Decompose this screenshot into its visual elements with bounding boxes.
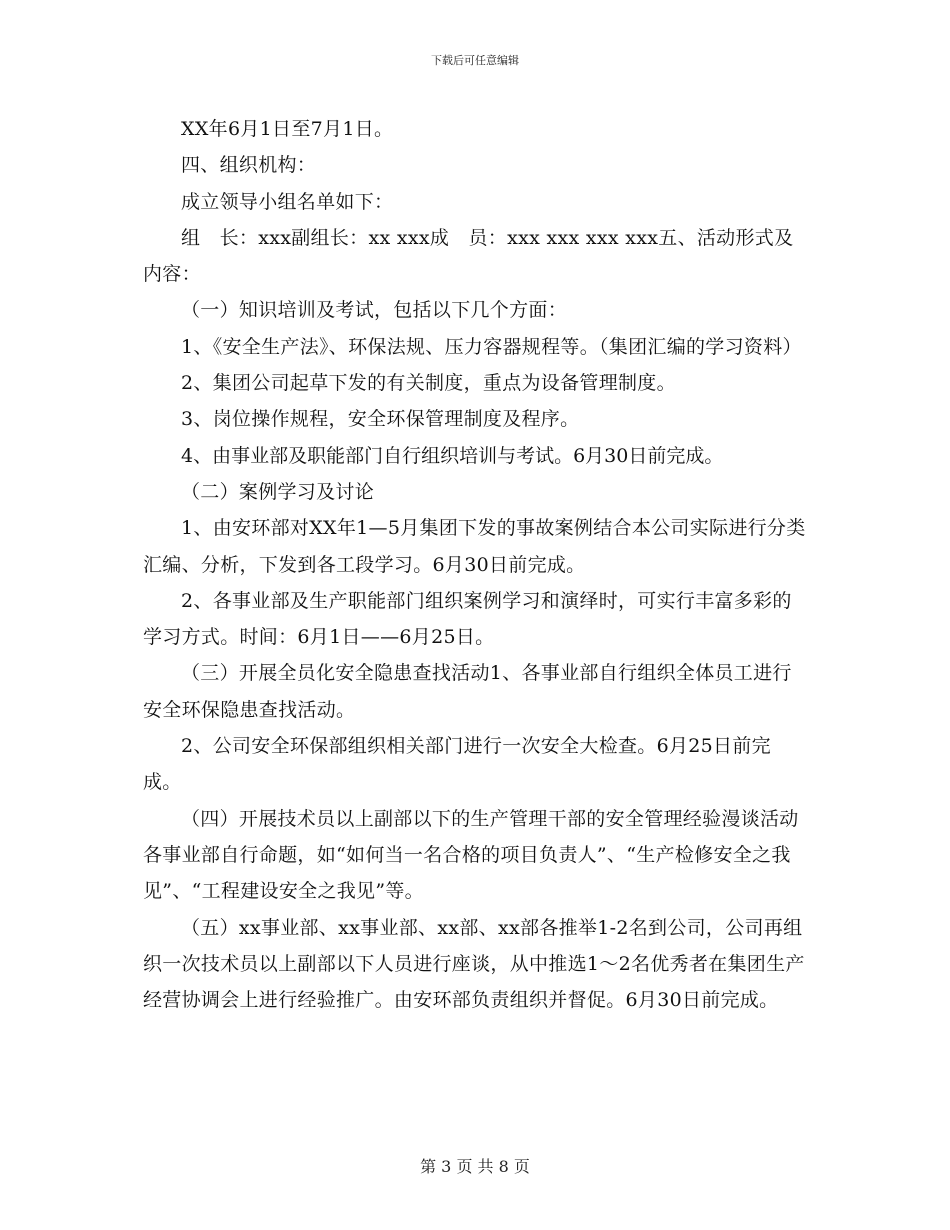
paragraph-period: XX年6月1日至7月1日。 [181, 118, 394, 140]
paragraph-case-heading: （二）案例学习及讨论 [181, 480, 375, 503]
paragraph-leadership-list: 组 长：xxx副组长：xx xxx成 员：xxx xxx xxx xxx五、活动形式及内容： [143, 226, 794, 286]
paragraph-training-item-1: 1、《安全生产法》、环保法规、压力容器规程等。（集团汇编的学习资料） [181, 335, 802, 358]
paragraph-training-heading: （一）知识培训及考试，包括以下几个方面： [181, 299, 568, 322]
paragraph-training-item-3: 3、岗位操作规程，安全环保管理制度及程序。 [181, 408, 580, 431]
paragraph-case-item-2: 2、各事业部及生产职能部门组织案例学习和演绎时，可实行丰富多彩的学习方式。时间：6月1日——6月25日。 [143, 589, 792, 649]
page-header: 下载后可任意编辑 [431, 54, 519, 67]
paragraph-hazard-heading: （三）开展全员化安全隐患查找活动1、各事业部自行组织全体员工进行安全环保隐患查找活动。 [143, 662, 792, 721]
paragraph-organization-heading: 四、组织机构： [181, 154, 317, 177]
paragraph-leadership-intro: 成立领导小组名单如下： [181, 190, 394, 213]
paragraph-hazard-item-2: 2、公司安全环保部组织相关部门进行一次安全大检查。6月25日前完成。 [143, 735, 771, 794]
paragraph-case-item-1: 1、由安环部对XX年1—5月集团下发的事故案例结合本公司实际进行分类汇编、分析，下发到各工段学习。6月30日前完成。 [143, 517, 806, 576]
document-body [143, 111, 808, 1018]
paragraph-experience-talk: （四）开展技术员以上副部以下的生产管理干部的安全管理经验漫谈活动各事业部自行命题，如“如何当一名合格的项目负责人”、“生产检修安全之我见”、“工程建设安全之我见”等。 [143, 807, 799, 903]
page-footer: 第 3 页 共 8 页 [420, 1157, 530, 1176]
paragraph-training-item-4: 4、由事业部及职能部门自行组织培训与考试。6月30日前完成。 [181, 444, 724, 467]
paragraph-training-item-2: 2、集团公司起草下发的有关制度，重点为设备管理制度。 [181, 372, 676, 395]
paragraph-recommendation: （五）xx事业部、xx事业部、xx部、xx部各推举1-2名到公司，公司再组织一次技术员以上副部以下人员进行座谈，从中推选1～2名优秀者在集团生产经营协调会上进行经验推广。由安环部负责组织并督促。6月30日前完成。 [143, 916, 805, 1012]
